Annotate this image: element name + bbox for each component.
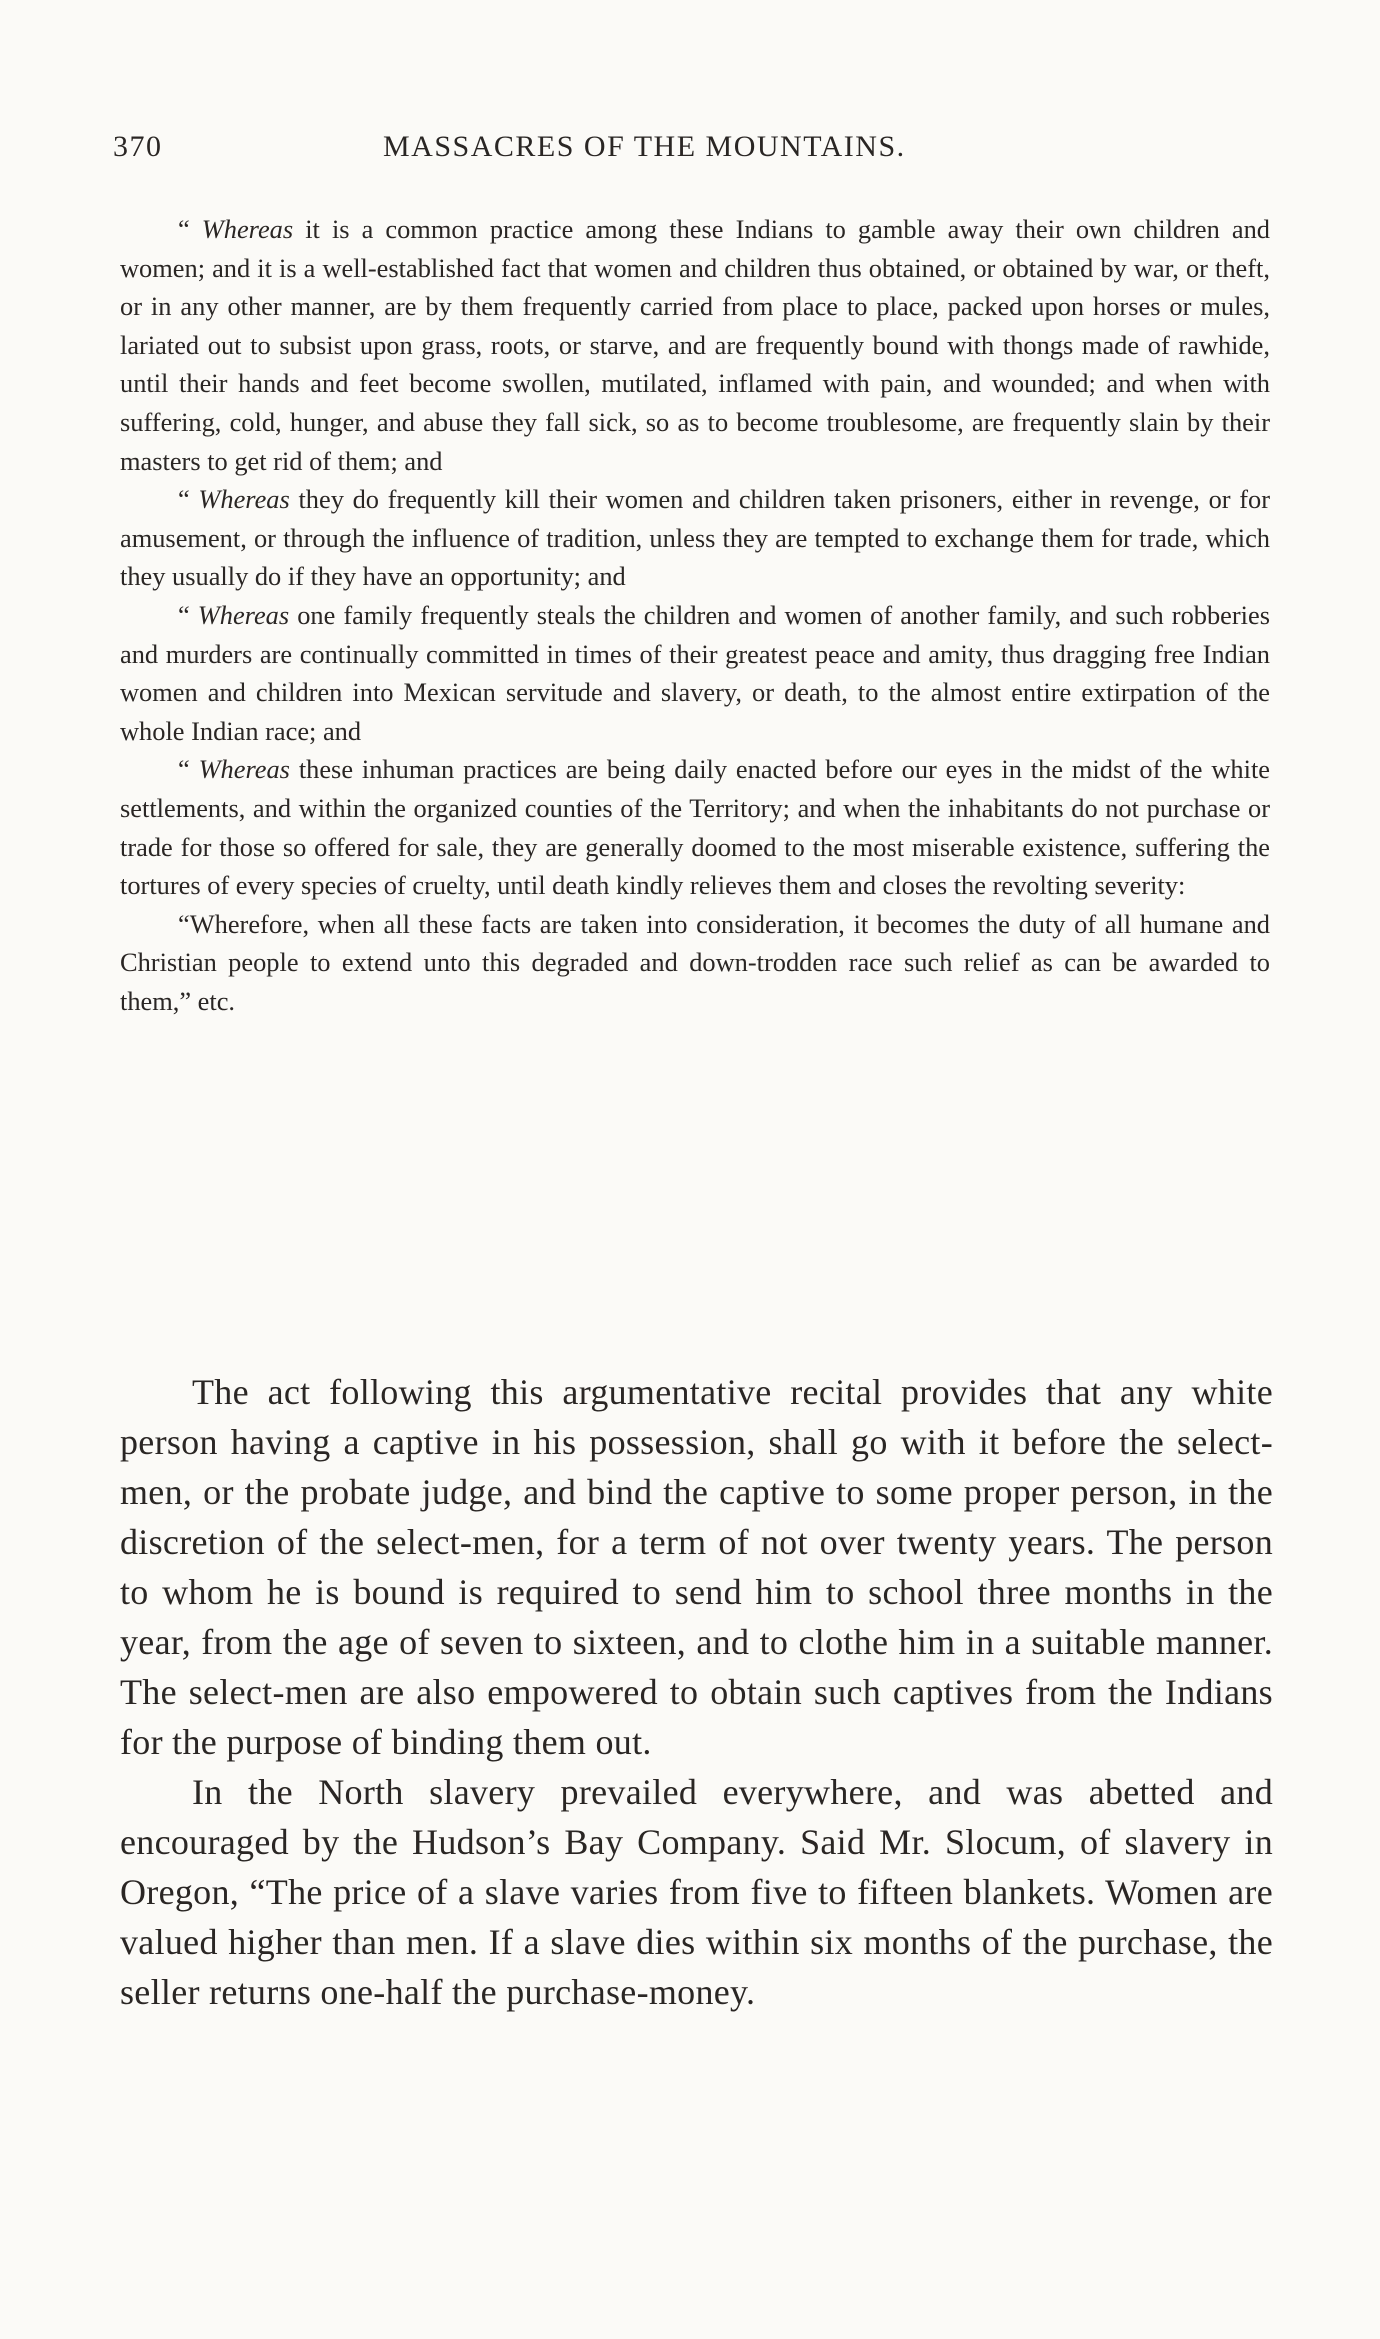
- quote-text: Wherefore, when all these facts are taken into consideration, it becomes the duty of all humane and Christian people to extend unto this degraded and down-trodden race such relief as can be awarded to them,” etc.: [120, 908, 1270, 1016]
- quote-paragraph: [120, 480, 1270, 596]
- running-title: MASSACRES OF THE MOUNTAINS.: [383, 130, 906, 163]
- quote-text: it is a common practice among these Indians to gamble away their own children and women; and it is a well-established fact that women and children thus obtained, or obtained by war, or theft, or in any other manner, are by them frequently carried from place to place, packed upon horses or mules, lariated out to subsist upon grass, roots, or starve, and are frequently bound with thongs made of rawhide, until their hands and feet become swollen, mutilated, inflamed with pain, and wounded; and when with suffering, cold, hunger, and abuse they fall sick, so as to become troublesome, are frequently slain by their masters to get rid of them; and: [120, 214, 1270, 476]
- quote-paragraph: [120, 210, 1270, 480]
- open-quote: “: [178, 908, 190, 939]
- whereas-term: Whereas: [201, 214, 294, 244]
- body-text: [120, 1367, 1273, 2017]
- body-paragraph: The act following this argumentative recital provides that any white person having a captive in his possession, shall go with it before the select-men, or the probate judge, and bind the captive to some proper person, in the discretion of the select-men, for a term of not over twenty years. The person to whom he is bound is required to send him to school three months in the year, from the age of seven to sixteen, and to clothe him in a suitable manner. The select-men are also empowered to obtain such captives from the Indians for the purpose of binding them out.: [120, 1372, 1273, 1762]
- body-paragraph: In the North slavery prevailed everywhere, and was abetted and encouraged by the Hudson’s Bay Company. Said Mr. Slocum, of slavery in Oregon, “The price of a slave varies from five to fifteen blankets. Women are valued higher than men. If a slave dies within six months of the purchase, the seller returns one-half the purchase-money.: [120, 1772, 1273, 2012]
- page-number: 370: [113, 130, 163, 163]
- quote-paragraph: [120, 905, 1270, 1021]
- open-quote: “: [178, 484, 199, 515]
- whereas-term: Whereas: [197, 599, 290, 630]
- quote-text: one family frequently steals the children and women of another family, and such robberies and murders are continually committed in times of their greatest peace and amity, thus dragging free Indian women and children into Mexican servitude and slavery, or death, to the almost entire extirpation of the whole Indian race; and: [120, 599, 1270, 746]
- page-header: [113, 130, 1273, 170]
- open-quote: “: [178, 599, 198, 630]
- quote-paragraph: [120, 596, 1270, 750]
- quote-text: they do frequently kill their women and children taken prisoners, either in revenge, or for amusement, or through the influence of tradition, unless they are tempted to exchange them for trade, which they usually do if they have an opportunity; and: [120, 484, 1271, 592]
- quote-paragraph: [120, 750, 1270, 904]
- open-quote: “: [178, 214, 202, 244]
- open-quote: “: [178, 754, 199, 785]
- quoted-resolution: [120, 210, 1270, 1020]
- whereas-term: Whereas: [198, 754, 290, 785]
- quote-text: these inhuman practices are being daily enacted before our eyes in the midst of the white settlements, and within the organized counties of the Territory; and when the inhabitants do not purchase or trade for those so offered for sale, they are generally doomed to the most miserable existence, suffering the tortures of every species of cruelty, until death kindly relieves them and closes the revolting severity:: [120, 754, 1270, 901]
- whereas-term: Whereas: [198, 484, 290, 515]
